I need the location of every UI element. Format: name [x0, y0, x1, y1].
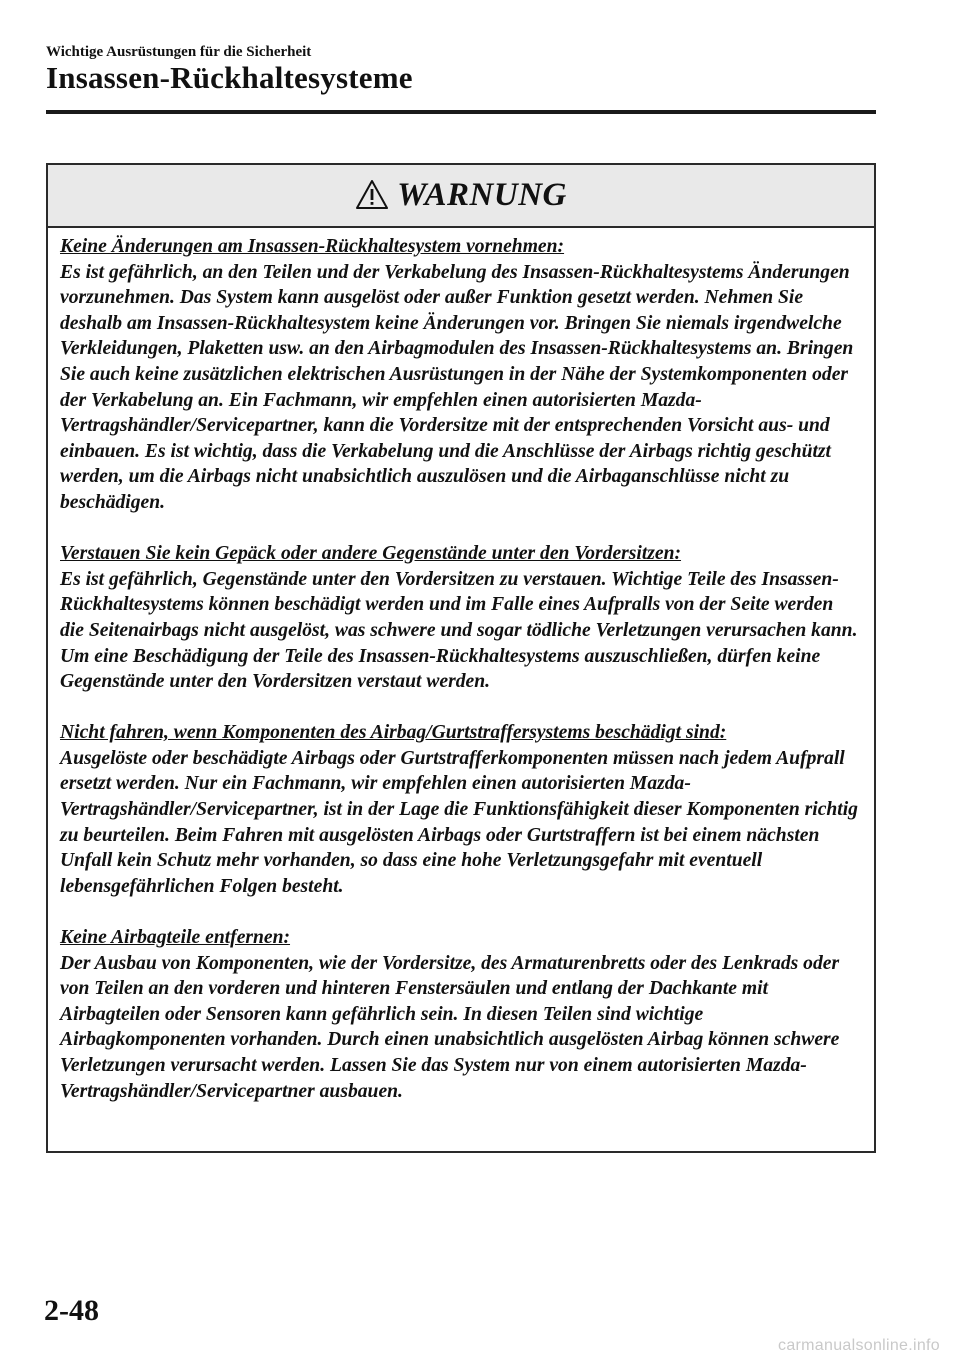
- page-number: 2-48: [44, 1294, 99, 1327]
- paragraph-text: Es ist gefährlich, Gegenstände unter den Vordersitzen zu verstauen. Wichtige Teile des Insassen-Rückhaltesystems können beschädigt werden und im Falle eines Aufpralls von der Seite werden die Seitenairbags nicht ausgelöst, was schwere und sogar tödliche Verletzungen verursachen kann. Um eine Beschädigung der Teile des Insassen-Rückhaltesystems auszuschließen, dürfen keine Gegenstände unter den Vordersitzen verstaut werden.: [60, 568, 858, 693]
- warning-paragraph: [60, 234, 860, 516]
- warning-header: [48, 165, 874, 228]
- paragraph-heading: Verstauen Sie kein Gepäck oder andere Gegenstände unter den Vordersitzen:: [60, 543, 682, 565]
- warning-title: WARNUNG: [397, 177, 567, 213]
- watermark: carmanualsonline.info: [778, 1337, 940, 1354]
- paragraph-heading: Nicht fahren, wenn Komponenten des Airbag/Gurtstraffersystems beschädigt sind:: [60, 722, 727, 744]
- warning-box: [46, 163, 876, 1153]
- paragraph-heading: Keine Änderungen am Insassen-Rückhaltesystem vornehmen:: [60, 236, 565, 257]
- title-divider: [46, 110, 876, 114]
- page-title: Insassen-Rückhaltesysteme: [46, 60, 413, 95]
- warning-paragraph: [60, 925, 860, 1104]
- section-label: Wichtige Ausrüstungen für die Sicherheit: [46, 44, 312, 60]
- warning-triangle-icon: [355, 179, 389, 211]
- warning-body: [48, 228, 874, 1104]
- paragraph-heading: Keine Airbagteile entfernen:: [60, 927, 291, 949]
- paragraph-text: Der Ausbau von Komponenten, wie der Vordersitze, des Armaturenbretts oder des Lenkrads oder von Teilen an den vorderen und hinteren Fenstersäulen und entlang der Dachkante mit Airbagteilen oder Sensoren kann gefährlich sein. In diesen Teilen sind wichtige Airbagkomponenten vorhanden. Durch einen unabsichtlich ausgelösten Airbag können schwere Verletzungen verursacht werden. Lassen Sie das System nur von einem autorisierten Mazda-Vertragshändler/Servicepartner ausbauen.: [60, 952, 840, 1102]
- warning-paragraph: [60, 720, 860, 899]
- warning-paragraph: [60, 541, 860, 695]
- paragraph-text: Es ist gefährlich, an den Teilen und der Verkabelung des Insassen-Rückhaltesystems Änderungen vorzunehmen. Das System kann ausgelöst oder außer Funktion gesetzt werden. Nehmen Sie deshalb am Insassen-Rückhaltesystem keine Änderungen vor. Bringen Sie niemals irgendwelche Verkleidungen, Plaketten usw. an den Airbagmodulen des Insassen-Rückhaltesystems an. Bringen Sie auch keine zusätzlichen elektrischen Ausrüstungen in der Nähe der Systemkomponenten oder der Verkabelung an. Ein Fachmann, wir empfehlen einen autorisierten Mazda-Vertragshändler/Servicepartner, kann die Vordersitze mit der entsprechenden Vorsicht aus- und einbauen. Es ist wichtig, dass die Verkabelung und die Anschlüsse der Airbags richtig geschützt werden, um die Airbags nicht unabsichtlich auszulösen und die Airbaganschlüsse nicht zu beschädigen.: [60, 261, 854, 513]
- paragraph-text: Ausgelöste oder beschädigte Airbags oder Gurtstrafferkomponenten müssen nach jedem Aufprall ersetzt werden. Nur ein Fachmann, wir empfehlen einen autorisierten Mazda-Vertragshändler/Servicepartner, ist in der Lage die Funktionsfähigkeit dieser Komponenten richtig zu beurteilen. Beim Fahren mit ausgelösten Airbags oder Gurtstraffern ist bei einem nächsten Unfall kein Schutz mehr vorhanden, so dass eine hohe Verletzungsgefahr mit eventuell lebensgefährlichen Folgen besteht.: [60, 747, 858, 897]
